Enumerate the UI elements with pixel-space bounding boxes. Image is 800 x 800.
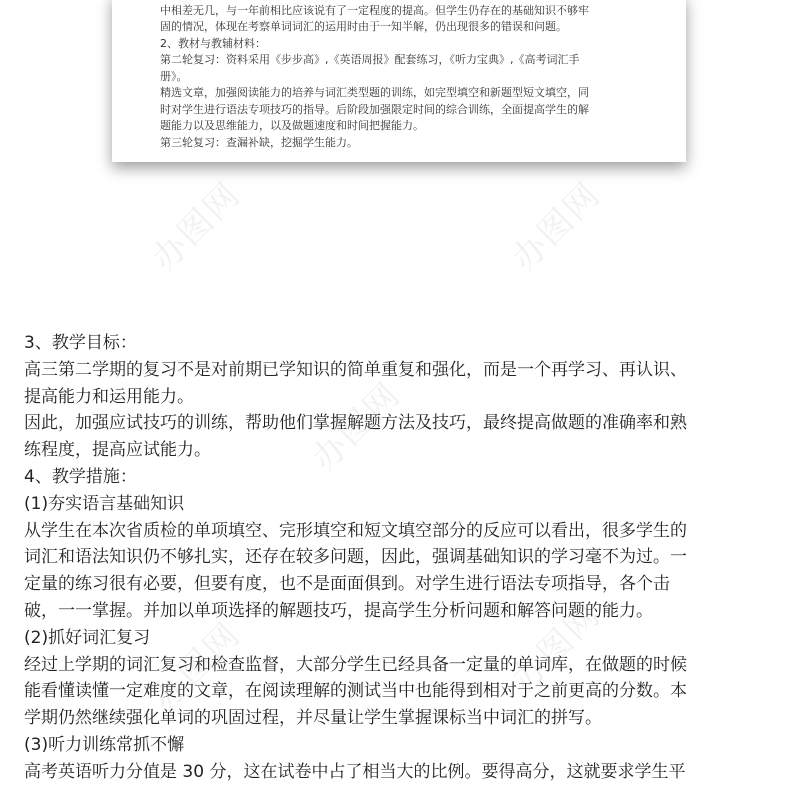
watermark: 办图网	[144, 614, 249, 720]
paragraph-line: 词汇和语法知识仍不够扎实，还存在较多问题，因此，强调基础知识的学习毫不为过。一	[24, 547, 687, 568]
watermark: 办图网	[504, 594, 609, 700]
paragraph-line: 从学生在本次省质检的单项填空、完形填空和短文填空部分的反应可以看出，很多学生的	[24, 520, 687, 541]
document-body	[24, 330, 776, 786]
preview-text	[160, 0, 640, 151]
watermark: 办图网	[304, 374, 409, 480]
document-preview-card	[112, 0, 686, 162]
paragraph-line: 练程度，提高应试能力。	[24, 440, 211, 461]
watermark: 办图网	[504, 174, 609, 280]
preview-line: 固的情况，体现在考察单词词汇的运用时由于一知半解，仍出现很多的错误和问题。	[160, 20, 567, 33]
paragraph-line: 能看懂读懂一定难度的文章，在阅读理解的测试当中也能得到相对于之前更高的分数。本	[24, 681, 687, 702]
subsection-heading: (1)夯实语言基础知识	[24, 493, 185, 514]
subsection-heading: (2)抓好词汇复习	[24, 627, 151, 648]
preview-line: 时对学生进行语法专项技巧的指导。后阶段加强限定时间的综合训练，全面提高学生的解	[160, 102, 589, 116]
paragraph-line: 提高能力和运用能力。	[24, 386, 194, 407]
paragraph-line: 学期仍然继续强化单词的巩固过程，并尽量让学生掌握课标当中词汇的拼写。	[24, 708, 602, 729]
watermark: 办图网	[144, 174, 249, 280]
section-heading: 3、教学目标：	[24, 333, 137, 353]
preview-line: 第三轮复习：查漏补缺，挖掘学生能力。	[160, 135, 358, 149]
preview-line: 中相差无几，与一年前相比应该说有了一定程度的提高。但学生仍存在的基础知识不够牢	[160, 3, 589, 17]
subsection-heading: (3)听力训练常抓不懈	[24, 734, 185, 755]
preview-line: 第二轮复习：资料采用《步步高》,《英语周报》配套练习，《听力宝典》,《高考词汇手	[160, 53, 580, 66]
paragraph-line: 高考英语听力分值是 30 分，这在试卷中占了相当大的比例。要得高分，这就要求学生平	[24, 761, 686, 782]
section-heading: 4、教学措施：	[24, 466, 137, 487]
preview-line: 题能力以及思维能力，以及做题速度和时间把握能力。	[160, 119, 424, 132]
paragraph-line: 经过上学期的词汇复习和检查监督，大部分学生已经具备一定量的单词库，在做题的时候	[24, 654, 687, 675]
preview-line: 册》。	[160, 69, 188, 83]
preview-line: 2、教材与教辅材料：	[160, 36, 266, 50]
paragraph-line: 定量的练习很有必要，但要有度，也不是面面俱到。对学生进行语法专项指导，各个击	[24, 574, 670, 595]
paragraph-line: 因此，加强应试技巧的训练，帮助他们掌握解题方法及技巧，最终提高做题的准确率和熟	[24, 413, 687, 434]
preview-line: 精选文章，加强阅读能力的培养与词汇类型题的训练，如完型填空和新题型短文填空，同	[160, 86, 589, 99]
paragraph-line: 高三第二学期的复习不是对前期已学知识的简单重复和强化，而是一个再学习、再认识、	[24, 359, 687, 380]
paragraph-line: 破，一一掌握。并加以单项选择的解题技巧，提高学生分析问题和解答问题的能力。	[24, 600, 653, 621]
